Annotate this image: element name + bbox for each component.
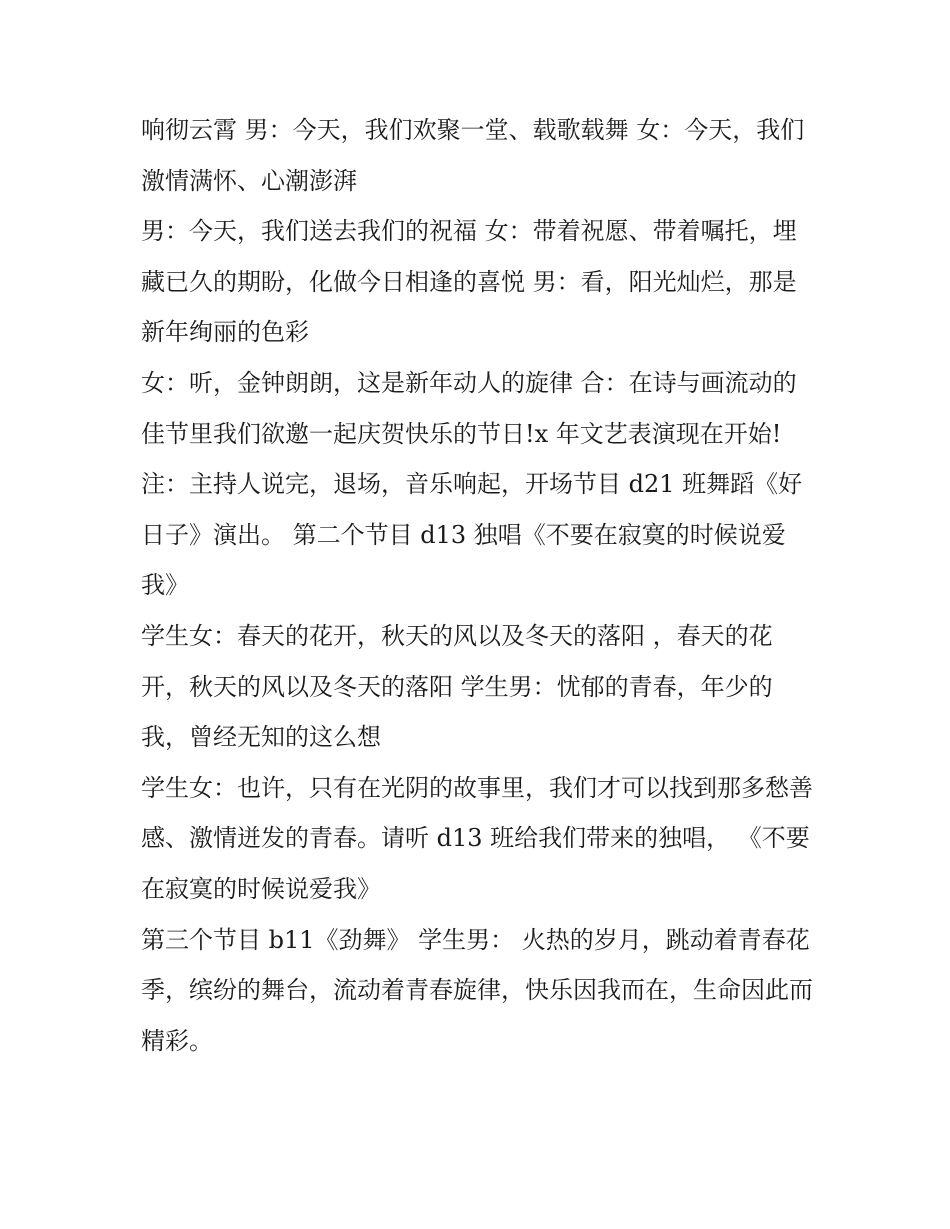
paragraph-2: 男：今天，我们送去我们的祝福 女：带着祝愿、带着嘱托，埋藏已久的期盼，化做今日相逢的喜悦 男：看，阳光灿烂，那是新年绚丽的色彩: [141, 217, 797, 347]
paragraph-7: 第三个节目 b11《劲舞》 学生男： 火热的岁月，跳动着青春花季，缤纷的舞台，流动着青春旋律，快乐因我而在，生命因此而精彩。: [141, 925, 813, 1055]
paragraph-1: 响彻云霄 男：今天，我们欢聚一堂、载歌载舞 女：今天，我们激情满怀、心潮澎湃: [141, 116, 805, 195]
paragraph-4: 注：主持人说完，退场，音乐响起，开场节目 d21 班舞蹈《好日子》演出。 第二个节目 d13 独唱《不要在寂寞的时候说爱我》: [141, 470, 803, 600]
paragraph-3: 女：听，金钟朗朗，这是新年动人的旋律 合：在诗与画流动的佳节里我们欲邀一起庆贺快乐的节日!x 年文艺表演现在开始!: [141, 368, 797, 448]
document-body: [141, 105, 816, 1066]
paragraph-5: 学生女：春天的花开，秋天的风以及冬天的落阳 ，春天的花开，秋天的风以及冬天的落阳 学生男：忧郁的青春，年少的我，曾经无知的这么想: [141, 621, 773, 752]
paragraph-6: 学生女：也许，只有在光阴的故事里，我们才可以找到那多愁善感、激情迸发的青春。请听 d13 班给我们带来的独唱， 《不要在寂寞的时候说爱我》: [141, 773, 813, 903]
